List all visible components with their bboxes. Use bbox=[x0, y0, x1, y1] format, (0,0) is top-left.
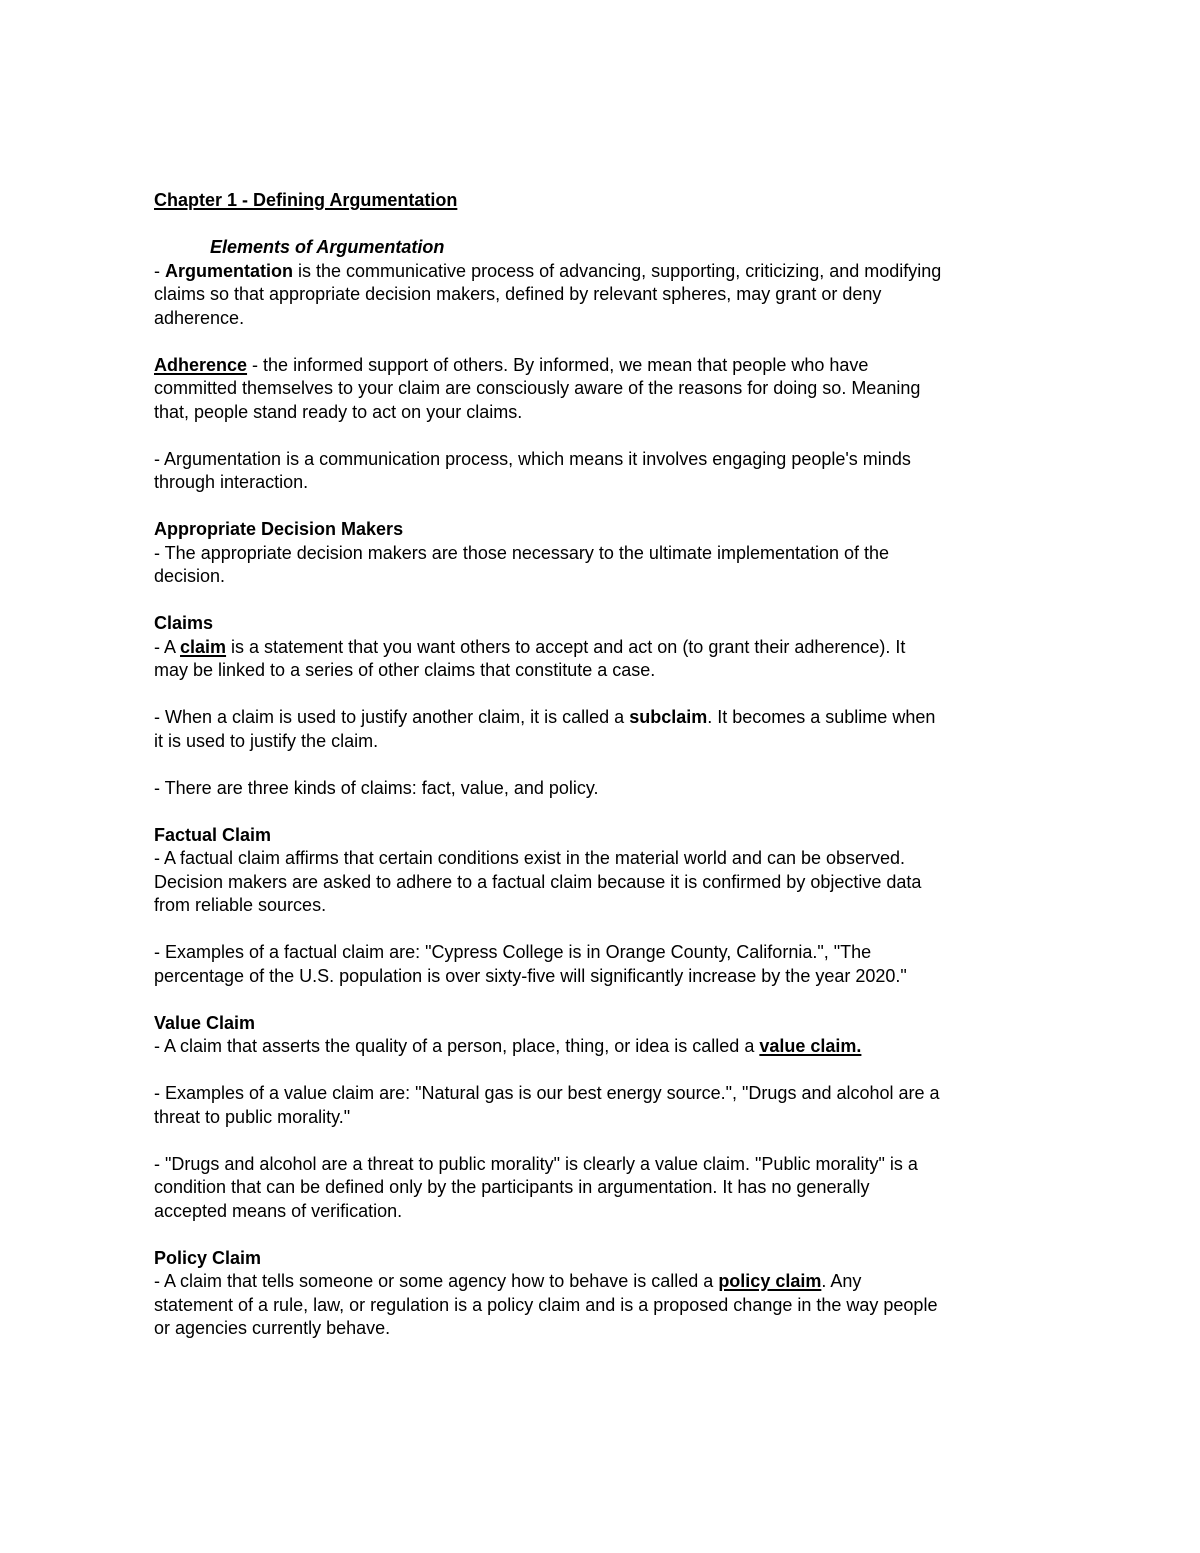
adherence-line-2: committed themselves to your claim are consciously aware of the reasons for doing so. Meaning bbox=[154, 378, 921, 398]
value-p2-line-1: - Examples of a value claim are: "Natural gas is our best energy source.", "Drugs and alcohol are a bbox=[154, 1083, 940, 1103]
dash: - bbox=[154, 260, 165, 281]
value-p1-prefix: - A claim that asserts the quality of a person, place, thing, or idea is called a bbox=[154, 1036, 760, 1056]
communication-line-2: through interaction. bbox=[154, 472, 309, 492]
policy-claim-term: policy claim bbox=[718, 1271, 822, 1291]
factual-heading: Factual Claim bbox=[154, 824, 272, 845]
adherence-line-1: - the informed support of others. By informed, we mean that people who have bbox=[247, 354, 869, 375]
argumentation-paragraph bbox=[154, 260, 1054, 331]
claims-p2-line-1: . It becomes a sublime when bbox=[707, 707, 936, 727]
communication-paragraph bbox=[154, 448, 1054, 495]
claims-heading: Claims bbox=[154, 613, 214, 633]
claims-p3: - There are three kinds of claims: fact, value, and policy. bbox=[154, 777, 599, 798]
argumentation-line-3: adherence. bbox=[154, 307, 245, 328]
claim-term: claim bbox=[180, 636, 227, 657]
argumentation-line-1: is the communicative process of advancing, supporting, criticizing, and modifying bbox=[293, 260, 942, 281]
factual-p1-line-1: - A factual claim affirms that certain conditions exist in the material world and can be observed. bbox=[154, 848, 906, 868]
policy-p1-prefix: - A claim that tells someone or some agency how to behave is called a bbox=[154, 1271, 719, 1291]
argumentation-line-2: claims so that appropriate decision makers, defined by relevant spheres, may grant or deny bbox=[154, 284, 882, 304]
decision-makers-line-1: - The appropriate decision makers are those necessary to the ultimate implementation of the bbox=[154, 542, 890, 563]
decision-makers-heading: Appropriate Decision Makers bbox=[154, 519, 404, 539]
value-p3-line-2: condition that can be defined only by the participants in argumentation. It has no generally bbox=[154, 1177, 870, 1197]
policy-p1-line-2: statement of a rule, law, or regulation is a policy claim and is a proposed change in the way people bbox=[154, 1294, 938, 1315]
value-heading: Value Claim bbox=[154, 1012, 256, 1033]
claims-p1-prefix: - A bbox=[154, 636, 181, 657]
value-claim-term: value claim. bbox=[759, 1036, 862, 1056]
factual-p1-line-3: from reliable sources. bbox=[154, 895, 327, 915]
value-p3-line-1: - "Drugs and alcohol are a threat to public morality" is clearly a value claim. "Public morality" is a bbox=[154, 1153, 918, 1174]
factual-p1-line-2: Decision makers are asked to adhere to a factual claim because it is confirmed by objective data bbox=[154, 871, 922, 892]
claims-p1-line-1: is a statement that you want others to accept and act on (to grant their adherence). It bbox=[226, 636, 906, 657]
spacer bbox=[154, 213, 1054, 237]
value-p2-line-2: threat to public morality." bbox=[154, 1106, 351, 1127]
claims-p2-prefix: - When a claim is used to justify another claim, it is called a bbox=[154, 707, 630, 727]
value-p3-line-3: accepted means of verification. bbox=[154, 1200, 403, 1221]
claims-p2-line-2: it is used to justify the claim. bbox=[154, 730, 379, 751]
adherence-paragraph bbox=[154, 354, 1054, 425]
chapter-title: Chapter 1 - Defining Argumentation bbox=[154, 190, 458, 210]
factual-p2-line-1: - Examples of a factual claim are: "Cypress College is in Orange County, California.", "The bbox=[154, 942, 872, 962]
section-title: Elements of Argumentation bbox=[210, 237, 445, 257]
policy-p1-line-3: or agencies currently behave. bbox=[154, 1318, 391, 1338]
adherence-term: Adherence bbox=[154, 354, 248, 375]
argumentation-term: Argumentation bbox=[165, 260, 293, 281]
policy-heading: Policy Claim bbox=[154, 1247, 262, 1268]
subclaim-term: subclaim bbox=[629, 707, 708, 727]
claims-p1-line-2: may be linked to a series of other claims that constitute a case. bbox=[154, 660, 656, 680]
adherence-line-3: that, people stand ready to act on your claims. bbox=[154, 401, 523, 422]
factual-p2-line-2: percentage of the U.S. population is over sixty-five will significantly increase by the year 2020." bbox=[154, 965, 907, 986]
policy-p1-line-1: . Any bbox=[821, 1271, 862, 1291]
decision-makers-line-2: decision. bbox=[154, 566, 226, 586]
document-page bbox=[154, 189, 1054, 1341]
communication-line-1: - Argumentation is a communication process, which means it involves engaging people's minds bbox=[154, 448, 911, 469]
